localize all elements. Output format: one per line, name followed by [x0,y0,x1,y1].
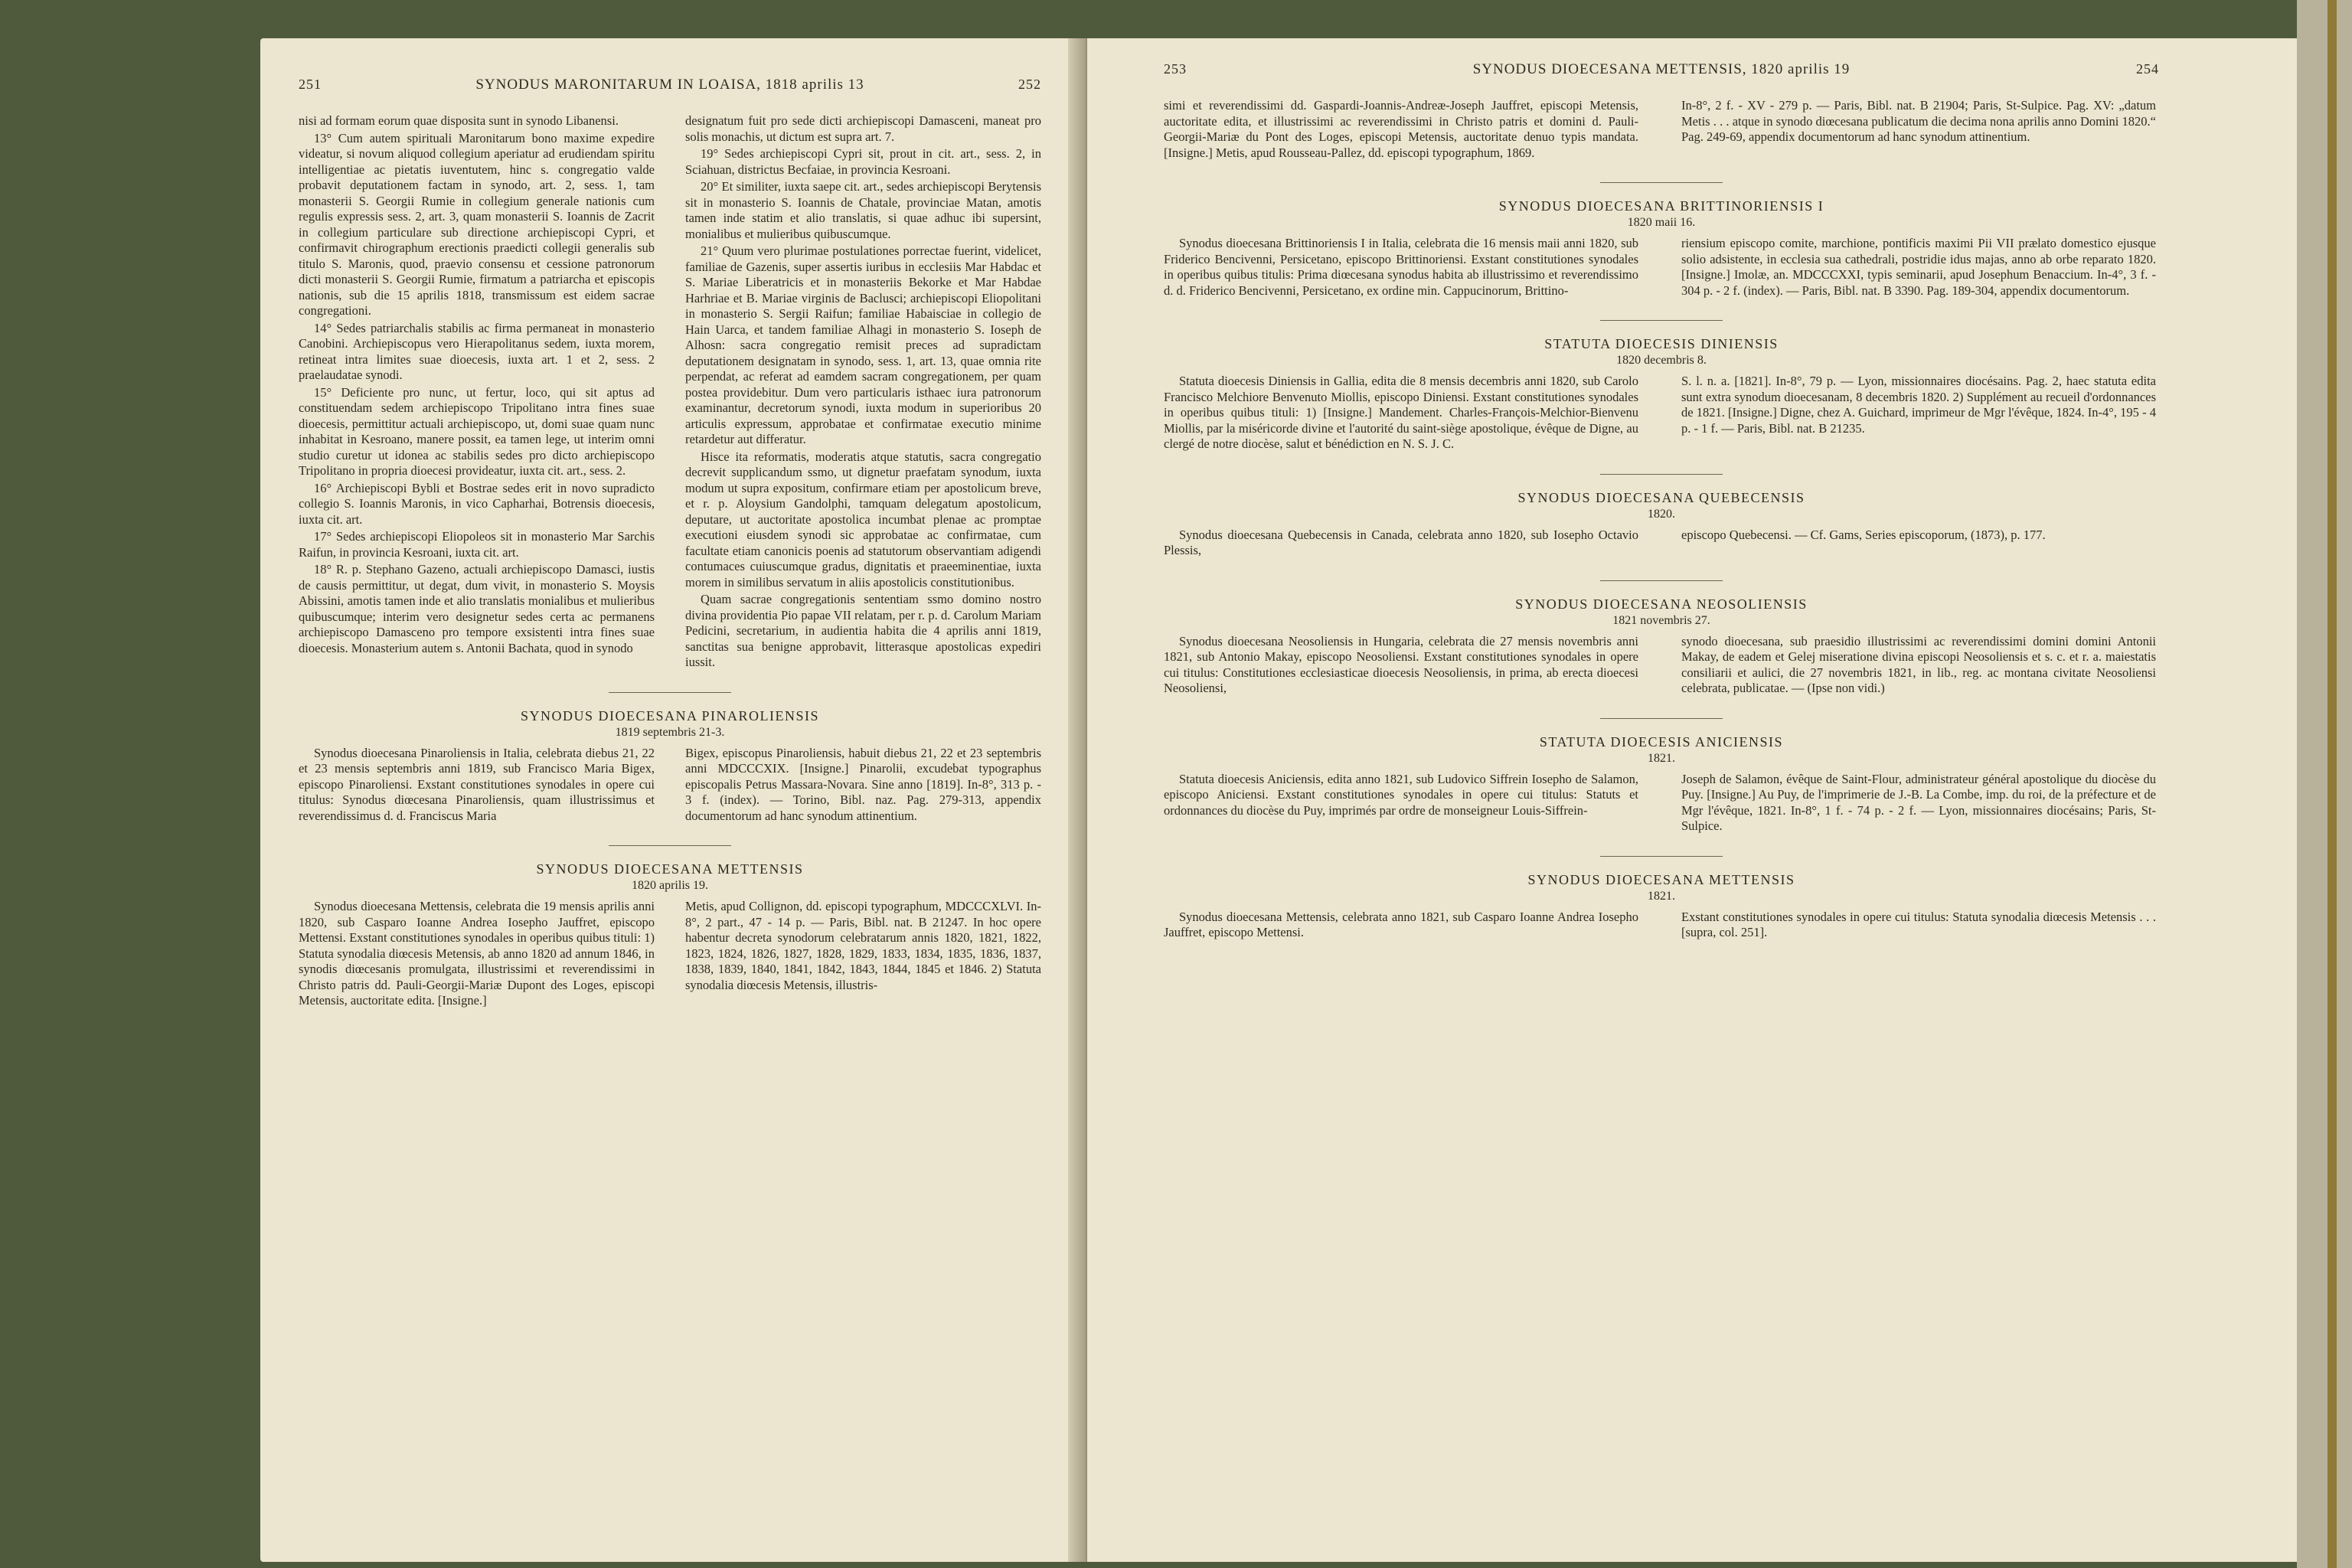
running-title: SYNODUS MARONITARUM IN LOAISA, 1818 aprilis 13 [475,77,864,93]
section-title: SYNODUS DIOECESANA METTENSIS [1527,871,1795,887]
section-aniciensis [1164,718,2159,836]
paragraph: Statuta dioecesis Aniciensis, edita anno 1821, sub Ludovico Siffrein Iosepho de Salamon, episcopo Aniciensi. Exstant constitutiones synodales in opere cui titulus: Statuts et ordonnances du diocèse du Puy, imprimés par ordre de monseigneur Louis-Siffrein- [1164,771,1638,818]
section-title: SYNODUS DIOECESANA QUEBECENSIS [1517,489,1805,505]
paragraph: Synodus dioecesana Mettensis, celebrata anno 1821, sub Casparo Ioanne Andrea Iosepho Jauffret, episcopo Mettensi. [1164,909,1638,939]
paragraph: Metis, apud Collignon, dd. episcopi typographum, MDCCCXLVI. In-8°, 2 part., 47 - 14 p. — Paris, Bibl. nat. B 21247. In hoc opere habentur decreta synodorum celebratarum annis 1820, 1821, 1822, 1823, 1824, 1826, 1827, 1828, 1829, 1833, 1834, 1835, 1836, 1837, 1838, 1839, 1840, 1841, 1842, 1843, 1844, 1845 et 1846. 2) Statuta synodalia diœcesis Metensis, illustris- [685,899,1041,992]
paragraph: 13° Cum autem spirituali Maronitarum bono maxime expedire videatur, si novum aliquod collegium aperiatur ad erudiendam spiritu intelligentiae ac pietatis iuventutem, hinc s. congregatio valde probavit deputationem factam in synodo, art. 2, sess. 1, tam monasterii S. Georgii Rumie in collegium generale nationis cum regulis expressis sess. 2, art. 3, quam monasterii S. Ioannis de Zacrit in collegium particulare sub directione archiepiscopi Cypri, et confirmavit chirographum erectionis praedicti collegii generalis sub titulo S. Maronis, quod, praevio consensu et cessione patronorum dicti monasterii S. Georgii Rumie, firmatum a patriarcha et episcopis nationis, sub die 15 aprilis 1818, transmissum est eidem sacrae congregationi. [299,130,655,318]
section-title: SYNODUS DIOECESANA METTENSIS [536,861,804,877]
divider [1600,474,1723,475]
paragraph: Synodus dioecesana Quebecensis in Canada, celebrata anno 1820, sub Iosepho Octavio Plessis, [1164,527,1638,557]
paragraph: 20° Et similiter, iuxta saepe cit. art., sedes archiepiscopi Berytensis sit in monasterio S. Ioannis de Chatale, provinciae Matan, amotis tamen inde statim et alio translatis, si quae adhuc ibi supersint, monialibus et mulieribus quibuscumque. [685,179,1041,241]
paragraph: 19° Sedes archiepiscopi Cypri sit, prout in cit. art., sess. 2, in Sciahuan, districtus Becfaiae, in provincia Kesroani. [685,146,1041,177]
divider [1600,856,1723,857]
page-block-edge [2297,0,2352,1568]
divider [609,845,731,846]
paragraph: riensium episcopo comite, marchione, pontificis maximi Pii VII prælato domestico ejusque solio adsistente, in ecclesia sua cathedrali, postridie idus majas, anno ab orbe reparato 1820. [Insigne.] Imolæ, an. MDCCCXXI, typis seminarii, apud Josephum Benaccium. In-4°, 3 f. - 304 p. - 2 f. (index). — Paris, Bibl. nat. B 3390. Pag. 189-304, appendix documentorum. [1681,236,2156,298]
paragraph: 16° Archiepiscopi Bybli et Bostrae sedes erit in novo supradicto collegio S. Ioannis Maronis, in vico Capharhai, Botrensis dioecesis, iuxta cit. art. [299,480,655,527]
paragraph: episcopo Quebecensi. — Cf. Gams, Series episcoporum, (1873), p. 177. [1681,527,2046,542]
section-quebecensis [1164,474,2159,560]
page-number: 253 [1164,61,1187,77]
text-column-right [685,113,1041,672]
paragraph: Synodus dioecesana Pinaroliensis in Italia, celebrata diebus 21, 22 et 23 mensis septembris anni 1819, sub Francisco Maria Bigex, episcopo Pinaroliensi. Exstant constitutiones synodales in opere cui titulus: Synodus diœcesana Pinaroliensis, quam illustrissimus et reverendissimus d. d. Franciscus Maria [299,745,655,823]
paragraph: 15° Deficiente pro nunc, ut fertur, loco, qui sit aptus ad constituendam sedem archiepiscopo Tripolitano intra fines suae dioecesis, permittitur actuali archiepiscopo, ut, domi suae quam nunc inhabitat in Kesroano, manere possit, ea tamen lege, ut interim omni studio curetur ut idonea ac stabilis sedes pro dicto archiepiscopo Tripolitano in propria dioecesi provideatur, iuxta cit. art., sess. 2. [299,384,655,478]
paragraph: Joseph de Salamon, évêque de Saint-Flour, administrateur général apostolique du diocèse du Puy. [Insigne.] Au Puy, de l'imprimerie de J.-B. La Combe, imp. du roi, de la préfecture et de Mgr l'évêque, 1821. In-8°, 1 f. - 74 p. - 2 f. — Lyon, missionnaires diocésains; Paris, St-Sulpice. [1681,771,2156,833]
paragraph: Synodus dioecesana Brittinoriensis I in Italia, celebrata die 16 mensis maii anni 1820, sub Friderico Bencivenni, Persicetano, episcopo Brittinoriensi. Exstant constitutiones synodales in operibus quibus titulis: Prima diœcesana synodus habita ab illustrissimo et reverendissimo d. d. Friderico Bencivenni, Persicetano, ex ordine min. Cappucinorum, Brittino- [1164,236,1638,298]
page-number: 252 [1018,77,1041,92]
paragraph: Synodus dioecesana Neosoliensis in Hungaria, celebrata die 27 mensis novembris anni 1821, sub Antonio Makay, episcopo Neosoliensi. Exstant constitutiones synodales in opere cui titulus: Constitutiones ecclesiasticae dioecesis Neosoliensis, in prima, ab erecta dioecesi Neosoliensi, [1164,633,1638,695]
paragraph: In-8°, 2 f. - XV - 279 p. — Paris, Bibl. nat. B 21904; Paris, St-Sulpice. Pag. XV: „datum Metis . . . atque in synodo diœcesana publicatum die decima nona aprilis anno Domini 1820.“ Pag. 249-69, appendix documentorum ad hanc synodum attinentium. [1681,98,2156,144]
section-brittinoriensis [1164,182,2159,300]
paragraph: Synodus dioecesana Mettensis, celebrata die 19 mensis aprilis anni 1820, sub Casparo Ioanne Andrea Iosepho Jauffret, episcopo Mettensi. Exstant constitutiones synodales in operibus quibus tituli: 1) Statuta synodalia diœcesis Metensis, ab anno 1820 ad annum 1846, in synodis diœcesanis promulgata, illustrissimi et reverendissimi in Christo patris dd. Pauli-Georgii-Mariæ Dupont des Loges, episcopi Metensis, auctoritate edita. [Insigne.] [299,899,655,1008]
right-page-header [1164,61,2159,78]
section-mettensis [299,845,1041,1011]
right-page [1087,38,2328,1562]
divider [1600,182,1723,183]
left-page-header [299,77,1041,93]
divider [1600,320,1723,321]
paragraph: Statuta dioecesis Diniensis in Gallia, edita die 8 mensis decembris anni 1820, sub Carolo Francisco Melchiore Benvenuto Miollis, episcopo Diniensi. Exstant constitutiones synodales in operibus quibus tituli: 1) [Insigne.] Mandement. Charles-François-Melchior-Bienvenu Miollis, par la miséricorde divine et l'autorité du saint-siège apostolique, évêque de Digne, au clergé de notre diocèse, salut et bénédiction en N. S. J. C. [1164,374,1638,451]
text-column-left [299,113,655,672]
page-number: 251 [299,77,322,92]
paragraph: synodo dioecesana, sub praesidio illustrissimi ac reverendissimi domini domini Antonii Makay, de eadem et Gelej miseratione divina episcopi Neosoliensis et s. c. et r. a. maiestatis consiliarii et aulici, die 27 novembris 1821, in lib., reg. ac montana civitate Neosoliensi celebrata, publicatae. — (Ipse non vidi.) [1681,633,2156,695]
paragraph: designatum fuit pro sede dicti archiepiscopi Damasceni, maneat pro solis monachis, ut dictum est supra art. 7. [685,113,1041,144]
paragraph: S. l. n. a. [1821]. In-8°, 79 p. — Lyon, missionnaires diocésains. Pag. 2, haec statuta edita sunt extra synodum dioecesanam, 8 decembris 1820. 2) Supplément au recueil d'ordonnances de 1821. [Insigne.] Digne, chez A. Guichard, imprimeur de Mgr l'évêque, 1824. In-4°, 195 - 4 p. - 1 f. — Paris, Bibl. nat. B 21235. [1681,374,2156,436]
paragraph: simi et reverendissimi dd. Gaspardi-Joannis-Andreæ-Joseph Jauffret, episcopi Metensis, auctoritate edita, et illustrissimi ac reverendissimi in Christo patris et domini d. Pauli-Georgii-Mariæ du Pont des Loges, episcopi Metensis, auctoritate denuo typis mandata. [Insigne.] Metis, apud Rousseau-Pallez, dd. episcopi typographum, 1869. [1164,98,1638,160]
divider [609,692,731,693]
section-date: 1820 decembris 8. [1616,354,1707,367]
section-mettensis-1821 [1164,856,2159,942]
running-title: SYNODUS DIOECESANA METTENSIS, 1820 aprilis 19 [1472,61,1851,77]
paragraph: 18° R. p. Stephano Gazeno, actuali archiepiscopo Damasci, iustis de causis permittitur, ut degat, dum vivit, in monasterio S. Moysis Abissini, amotis tamen inde et alio translatis monialibus et mulieribus quibuscumque; interim vero designetur sedes certa ac permanens archiepiscopo Damasceno pro tempore exsistenti intra fines suae dioecesis. Monasterium autem s. Antonii Bachata, quod in synodo [299,562,655,655]
section-title: STATUTA DIOECESIS DINIENSIS [1544,336,1779,351]
divider [1600,718,1723,719]
section-pinaroliensis [299,692,1041,826]
section-diniensis [1164,320,2159,454]
text-columns [299,113,1041,672]
paragraph: 21° Quum vero plurimae postulationes porrectae fuerint, videlicet, familiae de Gazenis, super assertis iuribus in ecclesiis Mar Habdac et S. Mariae Liberatricis et in monasteriis Bekorke et Mar Habdae Harhriae et B. Mariae virginis de Baclusci; archiepiscopi Eliopolitani in monasterio S. Sergii Raifun; familiae Habaisciae in collegio de Hain Uarca, et tandem familiae Alhagi in monasterio S. Ioseph de Alhosn: sacra congregatio remisit preces ad supradictam deputationem designatam in synodo, sess. 1, art. 13, quae omnia rite perpendat, ac referat ad eamdem sacram congregationem, per quam postea providebitur. Dum vero particularis isthaec iura patronorum examinantur, decretorum synodi, iuxta modum in superioribus 20 articulis expressum, approbatae et confirmatae executio minime retardetur aut differatur. [685,243,1041,446]
paragraph: Exstant constitutiones synodales in opere cui titulus: Statuta synodalia diœcesis Metensis . . . [supra, col. 251]. [1681,909,2156,939]
section-date: 1821. [1648,889,1675,903]
section-title: SYNODUS DIOECESANA NEOSOLIENSIS [1515,596,1808,612]
section-title: STATUTA DIOECESIS ANICIENSIS [1539,733,1784,750]
paragraph: Hisce ita reformatis, moderatis atque statutis, sacra congregatio decrevit supplicandum ssmo, ut dignetur praefatam synodum, iuxta modum ut supra expositum, confirmare etiam per apostolicum breve, et r. p. Aloysium Gandolphi, tamquam delegatum apostolicum, deputare, ut auctoritate apostolica incumbat plenae ac promptae executioni eiusdem synodi sic approbatae ac confirmatae, cum facultate etiam canonicis poenis ad statutorum observantiam adigendi contumaces cuiuscumque gradus, dignitatis et praeeminentiae, iuxta morem in similibus servatum in aliis apostolicis constitutionibus. [685,449,1041,590]
section-date: 1821 novembris 27. [1612,613,1710,627]
paragraph: nisi ad formam eorum quae disposita sunt in synodo Libanensi. [299,113,619,128]
section-date: 1819 septembris 21-3. [615,725,725,739]
left-page [260,38,1080,1562]
paragraph: 17° Sedes archiepiscopi Eliopoleos sit in monasterio Mar Sarchis Raifun, in provincia Kesroani, iuxta cit. art. [299,529,655,560]
section-date: 1820 aprilis 19. [632,879,708,892]
section-neosoliensis [1164,580,2159,698]
section-date: 1820 maii 16. [1627,216,1696,229]
section-title: SYNODUS DIOECESANA PINAROLIENSIS [520,707,820,724]
divider [1600,580,1723,581]
paragraph: 14° Sedes patriarchalis stabilis ac firma permaneat in monasterio Canobini. Archiepiscopus vero Hierapolitanus sedem, iuxta morem, retineat intra limites suae dioecesis, iuxta art. 1 et 2, sess. 2 praelaudatae synodi. [299,320,655,382]
text-columns [1164,98,2274,162]
paragraph: Quam sacrae congregationis sententiam ssmo domino nostro divina providentia Pio papae VII relatam, per r. p. d. Carolum Mariam Pedicini, secretarium, in audientia habita die 4 aprilis anni 1819, sanctitas sua benigne approbavit, litterasque apostolicas expediri iussit. [685,592,1041,669]
page-number: 254 [2135,61,2159,77]
section-title: SYNODUS DIOECESANA BRITTINORIENSIS I [1498,198,1824,214]
paragraph: Bigex, episcopus Pinaroliensis, habuit diebus 21, 22 et 23 septembris anni MDCCCXIX. [Insigne.] Pinarolii, excudebat typographus episcopalis Petrus Massara-Novara. Sine anno [1819]. In-8°, 313 p. - 3 f. (index). — Torino, Bibl. naz. Pag. 279-313, appendix documentorum ad hanc synodum attinentium. [685,745,1041,823]
book-cover-edge [2328,0,2337,1568]
section-date: 1820. [1648,507,1675,521]
section-date: 1821. [1648,751,1675,765]
